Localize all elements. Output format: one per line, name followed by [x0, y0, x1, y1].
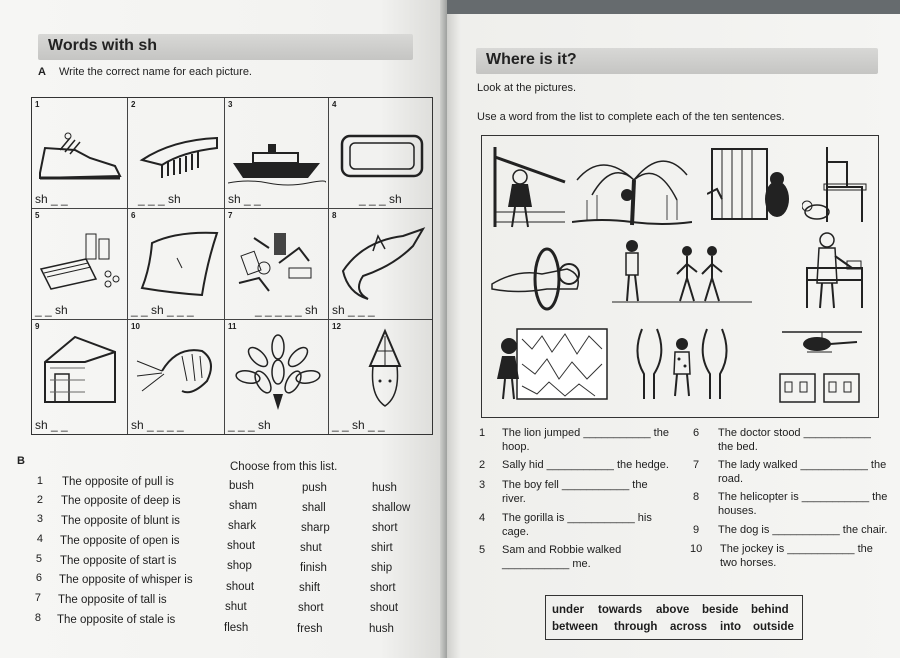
- preposition-word: under: [552, 604, 584, 616]
- jockey-between-horses-icon: [632, 324, 732, 404]
- lion-jumping-through-hoop-icon: [487, 244, 587, 314]
- answer-label-12: _ _ sh _ _: [332, 418, 385, 432]
- left-title-bar: [38, 34, 413, 60]
- sentence-number: 10: [690, 543, 703, 555]
- sentence-text: The boy fell ___________ the: [502, 479, 648, 491]
- cell-number: 5: [35, 211, 40, 220]
- choice-word: shirt: [371, 542, 393, 554]
- picture-grid: [31, 97, 433, 435]
- choice-word: bush: [229, 480, 254, 492]
- picture-cell-10: [128, 320, 225, 434]
- bishop-icon: [355, 326, 415, 411]
- choice-word: shut: [300, 542, 322, 554]
- question-text: The opposite of deep is: [61, 495, 181, 507]
- picture-cell-3: [225, 98, 329, 209]
- ship-icon: [228, 138, 326, 188]
- bush-icon: [233, 332, 323, 412]
- question-number: 5: [35, 553, 42, 565]
- choice-word: shop: [227, 560, 252, 572]
- sally-behind-hedge-icon: [487, 324, 612, 404]
- sentence-text: cage.: [502, 526, 529, 538]
- question-text: The opposite of whisper is: [59, 574, 193, 586]
- left-page: [0, 0, 447, 658]
- sentence-number: 1: [479, 427, 486, 439]
- choice-word: shallow: [372, 502, 411, 514]
- sentence-text: two horses.: [720, 557, 777, 569]
- preposition-word: across: [670, 621, 708, 633]
- brush-icon: [132, 130, 222, 180]
- cell-number: 6: [131, 211, 136, 220]
- section-b-instruction: Choose from this list.: [230, 461, 338, 473]
- cash-icon: [36, 229, 124, 299]
- choice-word: ship: [371, 562, 393, 574]
- preposition-word: through: [614, 621, 658, 633]
- answer-label-4: _ _ _ sh: [359, 192, 402, 206]
- answer-label-3: sh _ _: [228, 192, 261, 206]
- shrimp-icon: [132, 336, 222, 406]
- preposition-word: between: [552, 621, 599, 633]
- answer-label-10: sh _ _ _ _: [131, 418, 184, 432]
- choice-word: shall: [302, 502, 326, 514]
- choice-word: fresh: [297, 623, 323, 635]
- cell-number: 2: [131, 100, 136, 109]
- cell-number: 3: [228, 100, 233, 109]
- cushion-icon: [132, 223, 222, 303]
- sentence-text: Sam and Robbie walked: [502, 544, 622, 556]
- section-a-instruction: Write the correct name for each picture.: [59, 66, 252, 78]
- choice-word: short: [370, 582, 396, 594]
- question-text: The opposite of open is: [60, 535, 180, 547]
- gorilla-in-cage-icon: [707, 144, 797, 229]
- question-text: The opposite of tall is: [58, 594, 167, 606]
- boy-falling-into-river-icon: [572, 140, 692, 230]
- picture-cell-4: [329, 98, 432, 209]
- desk-background: [447, 0, 900, 14]
- picture-cell-9: [32, 320, 128, 434]
- choice-word: shut: [225, 601, 247, 613]
- sentence-text: The lady walked ___________ the: [718, 459, 887, 471]
- choice-word: shout: [227, 540, 256, 552]
- preposition-word: outside: [753, 621, 794, 633]
- question-number: 8: [34, 612, 41, 624]
- sentence-text: The gorilla is ___________ his: [502, 512, 652, 524]
- right-title-bar: [476, 48, 878, 74]
- choice-word: shark: [228, 520, 257, 532]
- preposition-word: towards: [598, 604, 643, 616]
- answer-label-11: _ _ _ sh: [228, 418, 271, 432]
- picture-cell-11: [225, 320, 329, 434]
- sentence-number: 7: [693, 459, 700, 471]
- answer-label-9: sh _ _: [35, 418, 68, 432]
- sentence-text: The helicopter is ___________ the: [718, 491, 888, 503]
- question-text: The opposite of stale is: [57, 614, 176, 626]
- answer-label-6: _ _ sh _ _ _: [131, 303, 194, 317]
- question-text: The opposite of blunt is: [61, 515, 180, 527]
- choice-word: shout: [226, 581, 255, 593]
- preposition-word: into: [720, 621, 742, 633]
- sentence-text: road.: [718, 473, 744, 485]
- sentence-text: The jockey is ___________ the: [720, 543, 873, 555]
- dog-and-chair-icon: [802, 142, 872, 227]
- choice-word: short: [298, 602, 324, 614]
- sentence-number: 4: [479, 512, 486, 524]
- section-b-letter: B: [17, 455, 25, 467]
- sentence-text: river.: [502, 493, 526, 505]
- choice-word: hush: [372, 482, 397, 494]
- picture-cell-8: [329, 209, 432, 320]
- sentence-number: 9: [693, 524, 700, 536]
- choice-word: flesh: [224, 622, 249, 634]
- shoe-icon: [35, 128, 125, 188]
- picture-cell-12: [329, 320, 432, 434]
- picture-cell-6: [128, 209, 225, 320]
- rubbish-icon: [229, 223, 325, 298]
- sentence-number: 2: [479, 459, 486, 471]
- cell-number: 8: [332, 211, 337, 220]
- question-number: 1: [36, 475, 43, 487]
- answer-label-8: sh _ _ _: [332, 303, 375, 317]
- answer-label-7: _ _ _ _ _ sh: [255, 303, 318, 317]
- picture-cell-5: [32, 209, 128, 320]
- sentence-text: The lion jumped ___________ the: [502, 427, 669, 439]
- sentence-text: houses.: [718, 505, 757, 517]
- choice-word: finish: [300, 562, 327, 574]
- choice-word: shout: [370, 602, 399, 614]
- question-text: The opposite of start is: [60, 555, 177, 567]
- right-instruction-2: Use a word from the list to complete each of the ten sentences.: [477, 111, 785, 123]
- answer-label-1: sh _ _: [35, 192, 68, 206]
- left-page-title: Words with sh: [48, 37, 158, 54]
- right-page-title: Where is it?: [486, 51, 577, 68]
- picture-cell-1: [32, 98, 128, 209]
- question-number: 2: [36, 494, 43, 506]
- sentence-text: ___________ me.: [502, 558, 591, 570]
- section-a-letter: A: [38, 66, 46, 78]
- lady-walking-under-barrier-icon: [490, 142, 570, 232]
- preposition-word: above: [656, 604, 690, 616]
- answer-label-5: _ _ sh: [35, 303, 68, 317]
- shark-icon: [333, 221, 429, 301]
- right-instruction-1: Look at the pictures.: [477, 82, 577, 94]
- choice-word: hush: [369, 623, 394, 635]
- sentence-number: 8: [693, 491, 700, 503]
- dish-icon: [337, 128, 427, 183]
- doctor-and-bed-icon: [777, 228, 867, 313]
- cell-number: 11: [228, 322, 237, 331]
- question-number: 3: [36, 513, 43, 525]
- sentence-text: hoop.: [502, 441, 530, 453]
- choice-word: sham: [229, 500, 258, 512]
- choice-word: push: [302, 482, 327, 494]
- choice-word: sharp: [301, 522, 330, 534]
- preposition-word-box: [545, 595, 803, 640]
- cell-number: 7: [228, 211, 233, 220]
- sentence-number: 5: [479, 544, 486, 556]
- question-number: 4: [36, 533, 43, 545]
- question-text: The opposite of pull is: [62, 476, 174, 488]
- sentence-number: 3: [479, 479, 486, 491]
- cell-number: 1: [35, 100, 40, 109]
- sentence-text: The doctor stood ___________: [718, 427, 871, 439]
- picture-cell-7: [225, 209, 329, 320]
- cell-number: 10: [131, 322, 140, 331]
- question-number: 6: [35, 572, 42, 584]
- choice-word: shift: [299, 582, 321, 594]
- cell-number: 9: [35, 322, 40, 331]
- scene-pictures-panel: [481, 135, 879, 418]
- sentence-text: Sally hid ___________ the hedge.: [502, 459, 669, 471]
- preposition-word: behind: [751, 604, 789, 616]
- sentence-text: The dog is ___________ the chair.: [718, 524, 888, 536]
- picture-cell-2: [128, 98, 225, 209]
- sentence-number: 6: [693, 427, 700, 439]
- preposition-word: beside: [702, 604, 739, 616]
- sam-and-robbie-walking-icon: [612, 236, 752, 316]
- question-number: 7: [34, 592, 41, 604]
- shed-icon: [40, 332, 120, 407]
- sentence-text: the bed.: [718, 441, 758, 453]
- cell-number: 4: [332, 100, 337, 109]
- choice-word: short: [372, 522, 398, 534]
- helicopter-above-houses-icon: [772, 324, 872, 404]
- cell-number: 12: [332, 322, 341, 331]
- answer-label-2: _ _ _ sh: [138, 192, 181, 206]
